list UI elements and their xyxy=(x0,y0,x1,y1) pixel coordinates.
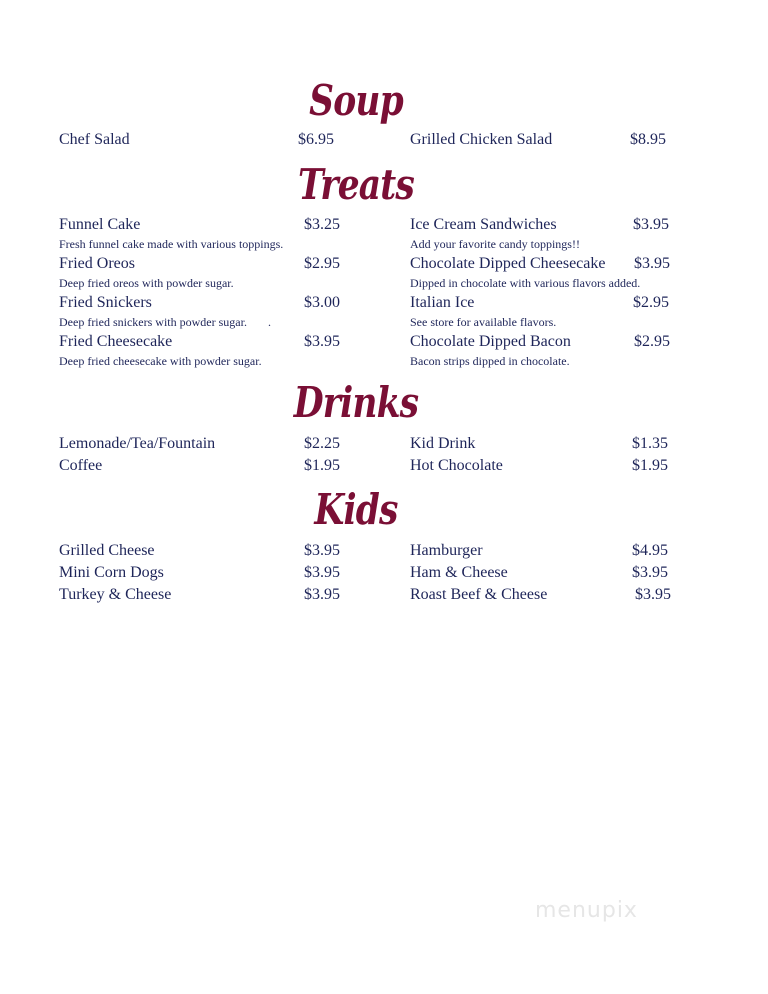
menu-item-name: Kid Drink xyxy=(410,435,476,452)
menu-item-name: Chocolate Dipped Cheesecake xyxy=(410,255,606,272)
menu-item-name: Turkey & Cheese xyxy=(59,586,172,603)
menu-item-price: $6.95 xyxy=(298,131,334,148)
menu-item-description: Fresh funnel cake made with various toppings. xyxy=(59,237,284,251)
menu-item-price: $2.25 xyxy=(304,435,340,452)
menu-item-price: $2.95 xyxy=(633,294,669,311)
menu-item-name: Fried Snickers xyxy=(59,294,152,311)
menu-item-name: Roast Beef & Cheese xyxy=(410,586,548,603)
menu-item-price: $3.95 xyxy=(635,586,671,603)
menu-item-price: $3.00 xyxy=(304,294,340,311)
menu-item-name: Fried Cheesecake xyxy=(59,333,173,350)
menu-item-name: Grilled Chicken Salad xyxy=(410,131,553,148)
menu-item-price: $3.95 xyxy=(304,542,340,559)
menu-item-price: $1.95 xyxy=(304,457,340,474)
menu-item-name: Ham & Cheese xyxy=(410,564,508,581)
menu-item-price: $3.95 xyxy=(304,586,340,603)
menu-item-name: Grilled Cheese xyxy=(59,542,155,559)
menu-item-name: Chef Salad xyxy=(59,131,130,148)
menu-item-price: $2.95 xyxy=(304,255,340,272)
menu-item-description: Dipped in chocolate with various flavors added. xyxy=(410,276,641,290)
menu-item-price: $3.95 xyxy=(633,216,669,233)
menu-item-price: $3.95 xyxy=(634,255,670,272)
menu-item-name: Hamburger xyxy=(410,542,483,559)
menu-item-name: Lemonade/Tea/Fountain xyxy=(59,435,216,452)
section-title-soup: Soup xyxy=(309,76,403,125)
menu-item-price: $1.35 xyxy=(632,435,668,452)
menu-item-name: Hot Chocolate xyxy=(410,457,503,474)
menu-item-description: Add your favorite candy toppings!! xyxy=(410,237,580,251)
menu-item-price: $3.95 xyxy=(632,564,668,581)
menu-item-name: Funnel Cake xyxy=(59,216,141,233)
menu-item-name: Coffee xyxy=(59,457,103,474)
menu-item-price: $2.95 xyxy=(634,333,670,350)
menupix-watermark: menupix xyxy=(535,898,638,923)
menu-item-description: Deep fried snickers with powder sugar. . xyxy=(59,315,271,329)
menu-item-name: Italian Ice xyxy=(410,294,475,311)
section-title-kids: Kids xyxy=(314,485,398,534)
menu-item-name: Mini Corn Dogs xyxy=(59,564,164,581)
menu-item-description: Bacon strips dipped in chocolate. xyxy=(410,354,570,368)
menu-item-description: Deep fried oreos with powder sugar. xyxy=(59,276,234,290)
menu-item-price: $3.95 xyxy=(304,564,340,581)
menu-item-price: $8.95 xyxy=(630,131,666,148)
menu-item-name: Chocolate Dipped Bacon xyxy=(410,333,571,350)
menu-item-description: See store for available flavors. xyxy=(410,315,557,329)
section-title-treats: Treats xyxy=(298,160,414,209)
menu-item-price: $3.25 xyxy=(304,216,340,233)
menu-item-name: Fried Oreos xyxy=(59,255,135,272)
menu-item-price: $4.95 xyxy=(632,542,668,559)
section-title-drinks: Drinks xyxy=(293,378,419,427)
menu-item-name: Ice Cream Sandwiches xyxy=(410,216,557,233)
menu-item-price: $3.95 xyxy=(304,333,340,350)
menu-item-price: $1.95 xyxy=(632,457,668,474)
menu-item-description: Deep fried cheesecake with powder sugar. xyxy=(59,354,262,368)
